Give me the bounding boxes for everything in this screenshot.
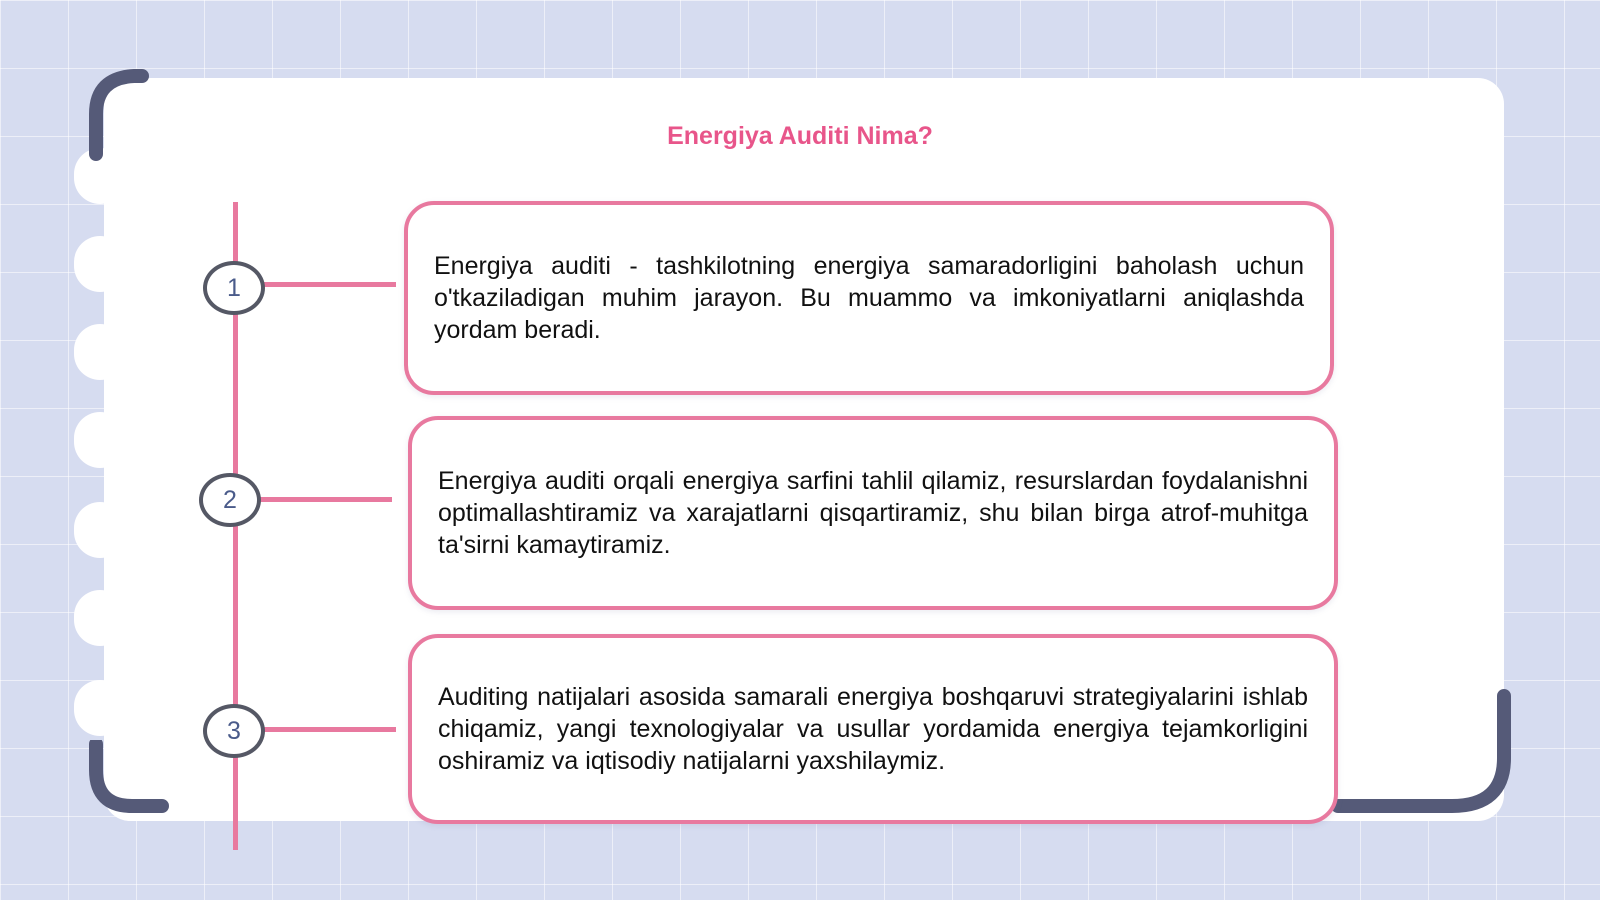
- step-connector: [262, 282, 396, 287]
- step-connector: [258, 497, 392, 502]
- step-card: [408, 634, 1338, 824]
- step-number-circle: [199, 473, 261, 527]
- step-connector: [262, 727, 396, 732]
- step-number-circle: [203, 261, 265, 315]
- step-description: Energiya auditi - tashkilotning energiya samaradorligini baholash uchun o'tkaziladigan muhim jarayon. Bu muammo va imkoniyatlarni aniqlashda yordam beradi.: [434, 252, 1304, 344]
- step-number: 2: [223, 485, 237, 514]
- slide-title: Energiya Auditi Nima?: [667, 122, 933, 150]
- bottom-left-bracket: [84, 740, 174, 830]
- step-description: Auditing natijalari asosida samarali energiya boshqaruvi strategiyalarini ishlab chiqamiz, yangi texnologiyalar va usullar yordamida energiya tejamkorligini oshiramiz va iqtisodiy natijalarni yaxshilaymiz.: [438, 683, 1308, 775]
- step-description: Energiya auditi orqali energiya sarfini tahlil qilamiz, resurslardan foydalanishni optimallashtiramiz va xarajatlarni qisqartiramiz, shu bilan birga atrof-muhitga ta'sirni kamaytiramiz.: [438, 467, 1308, 559]
- step-card: [404, 201, 1334, 395]
- step-card: [408, 416, 1338, 610]
- step-number: 3: [227, 716, 241, 745]
- step-number: 1: [227, 273, 241, 302]
- bottom-right-bracket: [1332, 688, 1522, 828]
- step-number-circle: [203, 704, 265, 758]
